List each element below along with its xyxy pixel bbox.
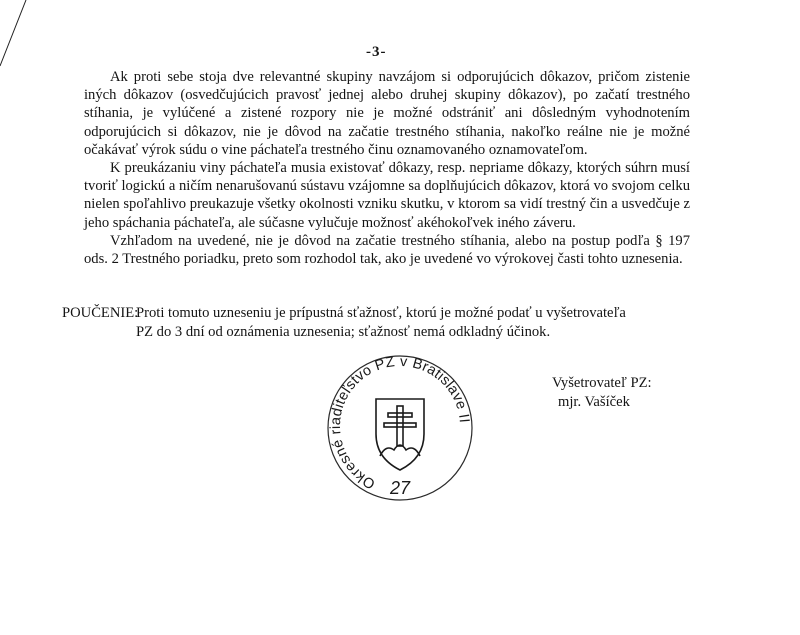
stamp-number: 27 [389,478,411,498]
signature-block [552,374,652,412]
stamp-circular-text: Okresné riaditeľstvo PZ v Bratislave II [327,354,472,492]
instruction-notice [62,304,702,342]
page-number: -3- [366,44,387,60]
corner-line-mark [0,0,40,70]
slovak-coat-of-arms-icon [376,399,424,470]
notice-label: POUČENIE: [62,305,139,321]
paragraph-1: Ak proti sebe stoja dve relevantné skupiny navzájom si odporujúcich dôkazov, pričom zistenie iných dôkazov (osvedčujúcich pravosť jednej alebo druhej skupiny dôkazov), po začatí trestného stíhania, je vylúčené a zistené rozpory nie je možné odstrániť ani dôsledným vyhodnotením odporujúcich si dôkazov, nie je dôvod na začatie trestného stíhania, nakoľko reálne nie je možné očakávať výrok súdu o vine páchateľa trestného činu oznamovaného oznamovateľom. [84,69,690,158]
signature-name: mjr. Vašíček [558,394,630,410]
paragraph-3: Vzhľadom na uvedené, nie je dôvod na začatie trestného stíhania, alebo na postup podľa § 197 ods. 2 Trestného poriadku, preto som rozhodol tak, ako je uvedené vo výrokovej časti tohto uznesenia. [84,232,690,268]
signature-title: Vyšetrovateľ PZ: [552,375,652,391]
paragraph-2: K preukázaniu viny páchateľa musia existovať dôkazy, resp. nepriame dôkazy, ktorých súhrn musí tvoriť logickú a ničím nenarušovanú sústavu vzájomne sa doplňujúcich dôkazov, ktorá vo svojom celku nielen spoľahlivo preukazuje všetky okolnosti vzniku skutku, v ktorom sa vidí trestný čin a usvedčuje z jeho spáchania páchateľa, ale súčasne vylučuje možnosť akéhokoľvek iného záveru. [84,160,690,231]
body-text [84,68,690,268]
notice-line-2: PZ do 3 dní od oznámenia uznesenia; sťažnosť nemá odkladný účinok. [136,324,551,340]
notice-line-1: Proti tomuto uzneseniu je prípustná sťažnosť, ktorú je možné podať u vyšetrovateľa [136,305,626,321]
official-stamp [326,354,474,502]
